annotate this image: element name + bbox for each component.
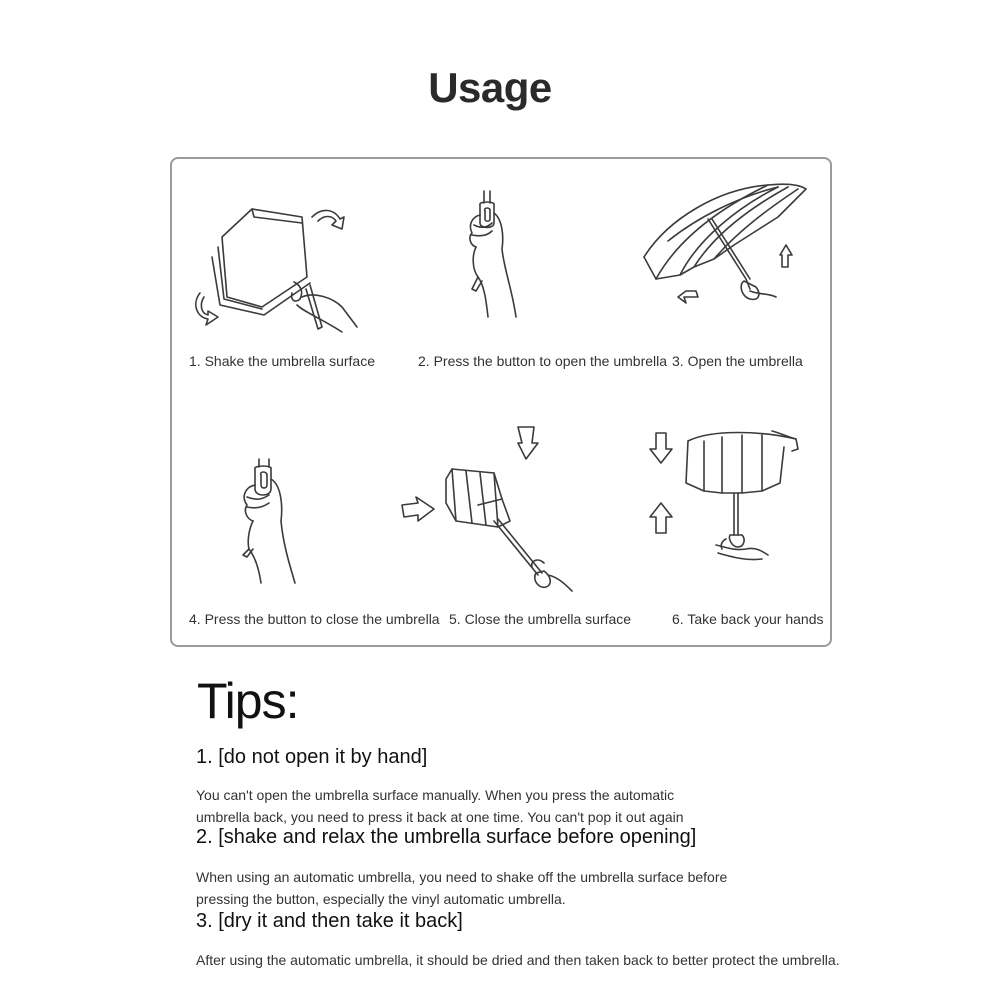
step-1-caption: 1. Shake the umbrella surface xyxy=(189,353,375,369)
tip-3-line-1: After using the automatic umbrella, it should be dried and then taken back to better protect the umbrella. xyxy=(196,952,840,968)
press-button-close-icon xyxy=(217,457,317,587)
step-6-caption: 6. Take back your hands xyxy=(672,611,824,627)
tip-3-heading: 3. [dry it and then take it back] xyxy=(196,910,463,932)
press-button-open-icon xyxy=(442,189,552,319)
shake-umbrella-icon xyxy=(182,187,372,337)
tip-1-line-1: You can't open the umbrella surface manually. When you press the automatic xyxy=(196,787,675,803)
tip-1-heading: 1. [do not open it by hand] xyxy=(196,746,428,768)
tip-3-text xyxy=(196,949,840,971)
step-4-caption: 4. Press the button to close the umbrella xyxy=(189,611,440,627)
tips-title: Tips: xyxy=(197,673,299,729)
tip-2-heading: 2. [shake and relax the umbrella surface before opening] xyxy=(196,826,697,848)
page-title: Usage xyxy=(428,64,552,111)
open-umbrella-icon xyxy=(638,179,813,309)
step-5-caption: 5. Close the umbrella surface xyxy=(449,611,632,627)
usage-panel xyxy=(170,157,832,647)
step-3-caption: 3. Open the umbrella xyxy=(672,353,803,369)
tip-2-line-1: When using an automatic umbrella, you need to shake off the umbrella surface before xyxy=(196,869,728,885)
step-2-caption: 2. Press the button to open the umbrella xyxy=(418,353,668,369)
tip-2-line-2: pressing the button, especially the vinyl automatic umbrella. xyxy=(196,891,566,907)
tip-1-line-2: umbrella back, you need to press it back at one time. You can't pop it out again xyxy=(196,809,684,825)
tip-1-text xyxy=(196,784,684,828)
take-back-hands-icon xyxy=(642,427,812,577)
tip-2-text xyxy=(196,866,727,910)
close-umbrella-icon xyxy=(398,425,588,591)
